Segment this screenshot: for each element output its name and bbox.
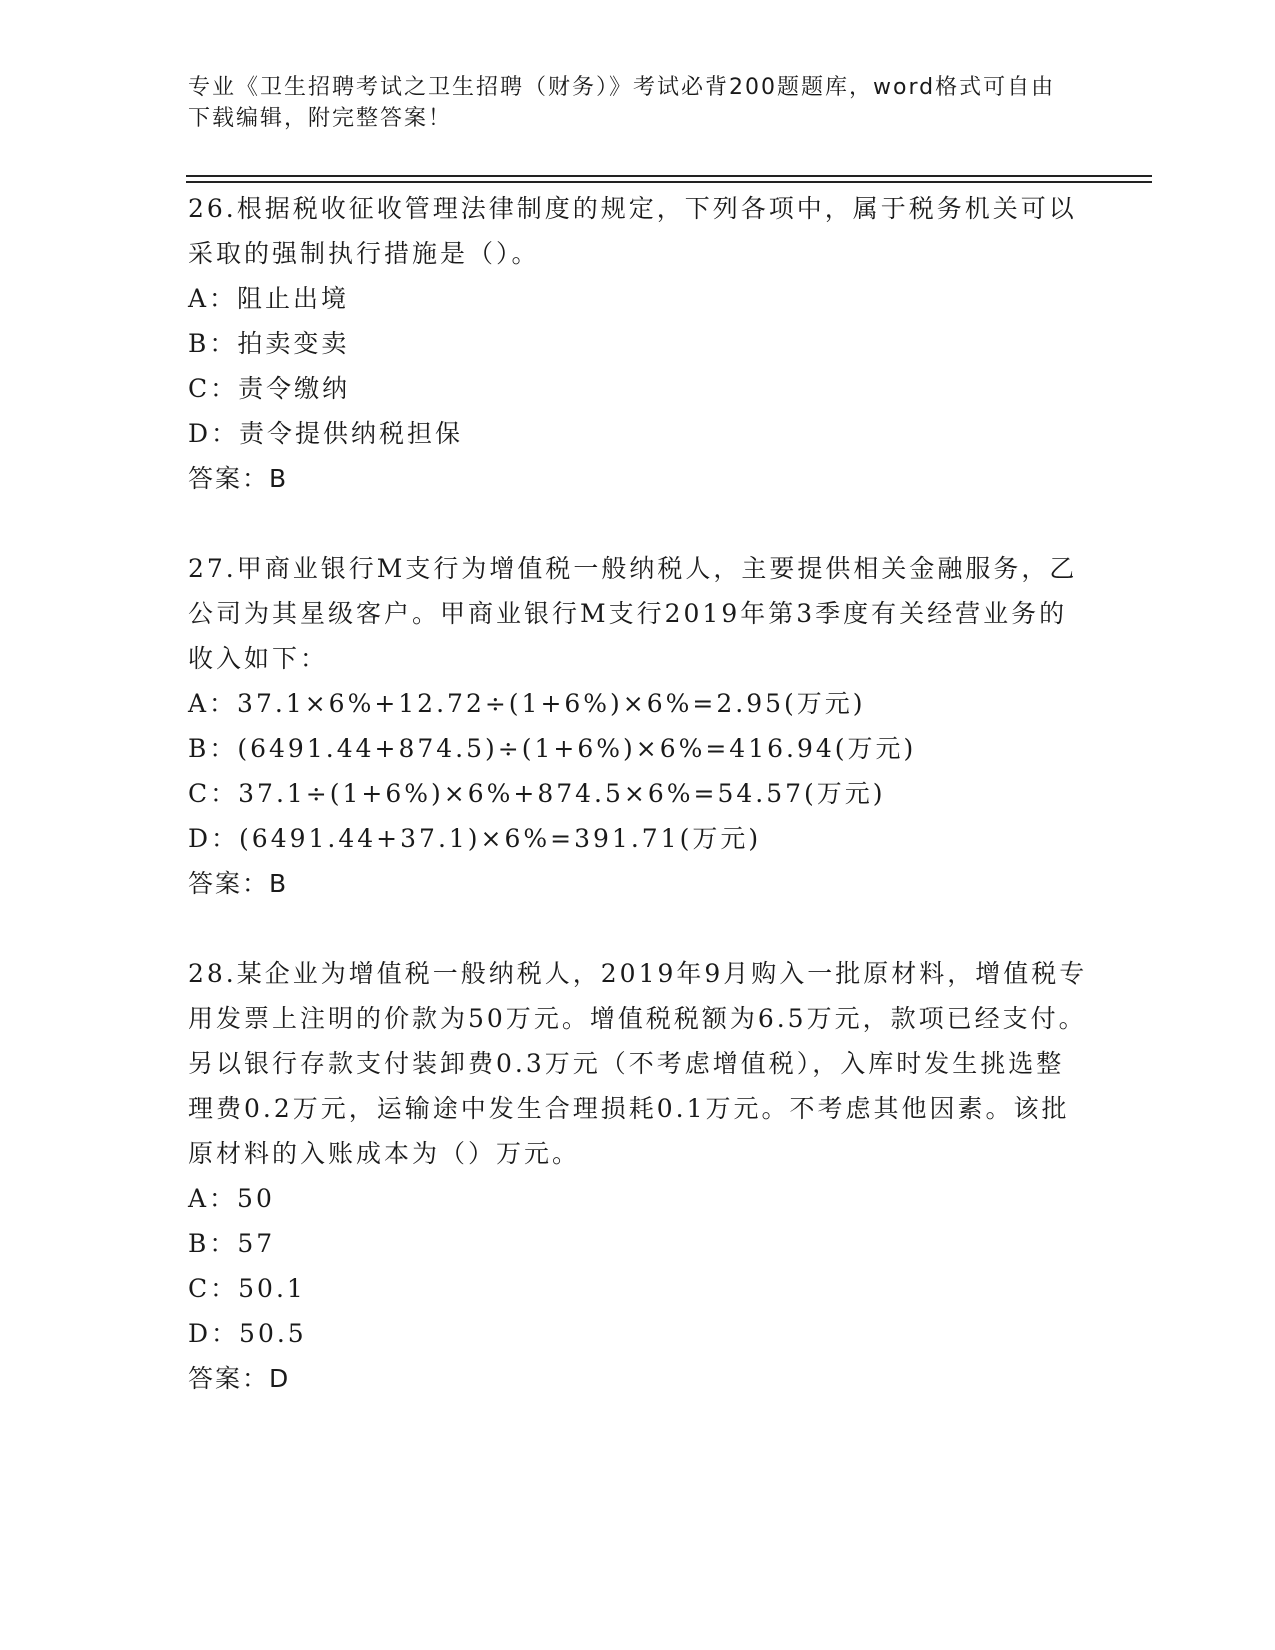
option-c: C：责令缴纳	[188, 374, 351, 403]
option-b: B：57	[188, 1229, 276, 1258]
question-spacer	[188, 501, 1088, 546]
header-rule-bottom	[186, 181, 1152, 183]
option-d: D：(6491.44+37.1)×6%=391.71(万元)	[188, 824, 762, 853]
answer-line: 答案：B	[188, 464, 289, 493]
option-d: D：50.5	[188, 1319, 307, 1348]
answer-line: 答案：D	[188, 1364, 291, 1393]
document-intro: 专业《卫生招聘考试之卫生招聘（财务）》考试必背200题题库，word格式可自由下载编辑，附完整答案！	[188, 75, 1056, 131]
question-block	[188, 951, 1088, 1401]
question-text: 26.根据税收征收管理法律制度的规定，下列各项中，属于税务机关可以采取的强制执行措施是（）。	[188, 194, 1077, 268]
option-a: A：37.1×6%+12.72÷(1+6%)×6%=2.95(万元)	[188, 689, 866, 718]
option-b: B：(6491.44+874.5)÷(1+6%)×6%=416.94(万元)	[188, 734, 917, 763]
option-d: D：责令提供纳税担保	[188, 419, 464, 448]
option-a: A：阻止出境	[188, 284, 350, 313]
question-block	[188, 546, 1088, 906]
answer-line: 答案：B	[188, 869, 289, 898]
option-c: C：37.1÷(1+6%)×6%+874.5×6%=54.57(万元)	[188, 779, 886, 808]
option-b: B：拍卖变卖	[188, 329, 350, 358]
question-spacer	[188, 906, 1088, 951]
question-block	[188, 186, 1088, 501]
question-list	[188, 186, 1088, 1401]
question-text: 28.某企业为增值税一般纳税人，2019年9月购入一批原材料，增值税专用发票上注明的价款为50万元。增值税税额为6.5万元，款项已经支付。另以银行存款支付装卸费0.3万元（不考虑增值税），入库时发生挑选整理费0.2万元，运输途中发生合理损耗0.1万元。不考虑其他因素。该批原材料的入账成本为（）万元。	[188, 959, 1088, 1168]
option-a: A：50	[188, 1184, 275, 1213]
option-c: C：50.1	[188, 1274, 306, 1303]
header-rule-top	[186, 175, 1152, 177]
question-text: 27.甲商业银行M支行为增值税一般纳税人，主要提供相关金融服务，乙公司为其星级客户。甲商业银行M支行2019年第3季度有关经营业务的收入如下：	[188, 554, 1078, 673]
